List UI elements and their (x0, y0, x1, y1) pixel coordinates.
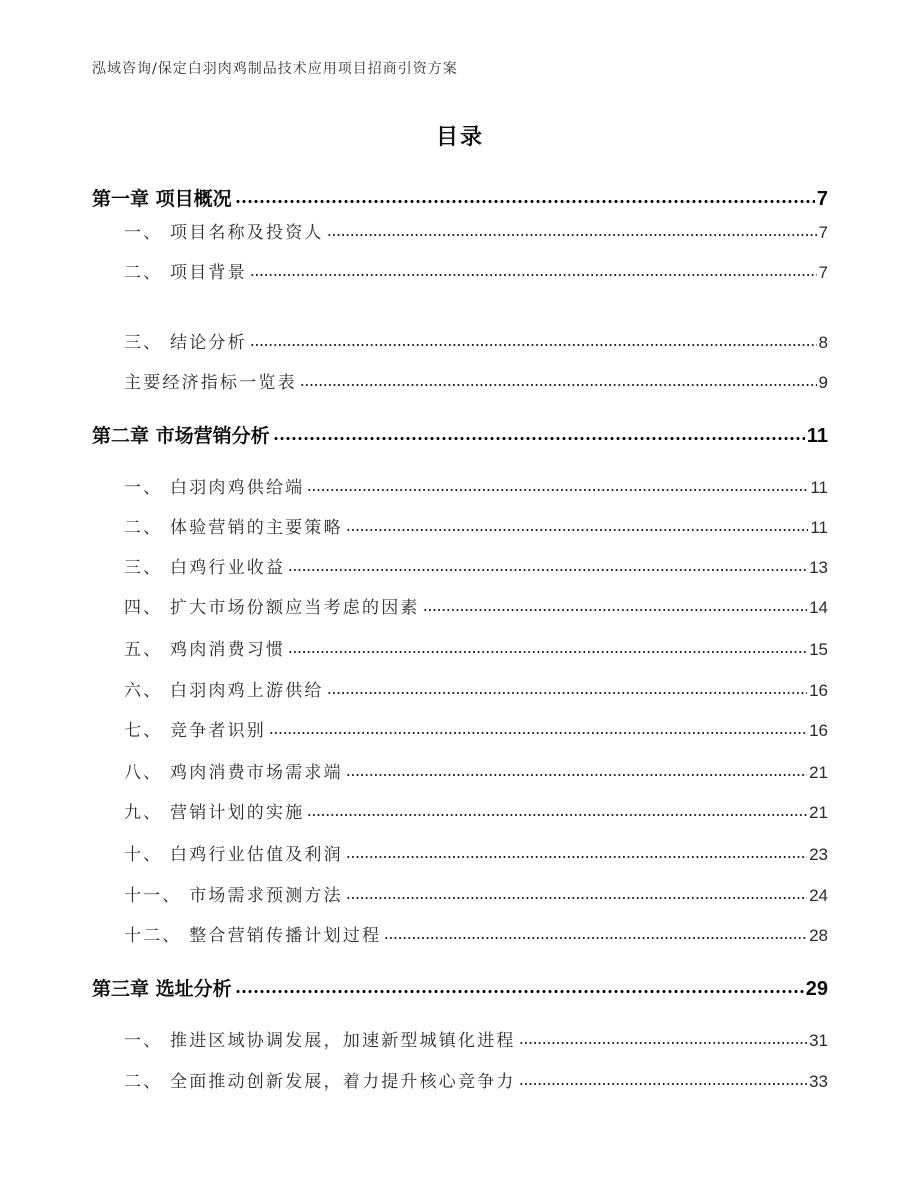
toc-entry-label: 二、 体验营销的主要策略 (124, 518, 343, 538)
toc-section-entry[interactable] (124, 884, 828, 905)
toc-entry-page-number: 21 (809, 803, 828, 822)
toc-entry-label: 二、 全面推动创新发展，着力提升核心竞争力 (124, 1072, 516, 1092)
toc-entry-page-number: 23 (809, 845, 828, 864)
toc-entry-page-number: 8 (818, 333, 828, 352)
toc-entry-label: 第三章 选址分析 (92, 978, 232, 1000)
dot-leader (273, 423, 805, 442)
toc-section-entry[interactable] (124, 556, 828, 577)
running-header: 泓域咨询/保定白羽肉鸡制品技术应用项目招商引资方案 (92, 61, 458, 77)
dot-leader (307, 476, 808, 493)
toc-entry-label: 十、 白鸡行业估值及利润 (124, 845, 343, 865)
toc-entry-page-number: 11 (810, 518, 828, 537)
dot-leader (327, 679, 807, 696)
dot-leader (519, 1070, 807, 1087)
toc-section-entry[interactable] (124, 1029, 828, 1050)
toc-entry-label: 一、 推进区域协调发展，加速新型城镇化进程 (124, 1031, 516, 1051)
toc-entry-label: 六、 白羽肉鸡上游供给 (124, 681, 324, 701)
toc-entry-label: 一、 白羽肉鸡供给端 (124, 478, 305, 498)
toc-entry-label: 七、 竞争者识别 (124, 721, 267, 741)
dot-leader (519, 1029, 807, 1046)
toc-section-entry[interactable] (124, 924, 828, 945)
toc-entry-label: 十二、 整合营销传播计划过程 (124, 926, 382, 946)
toc-entry-label: 三、 结论分析 (124, 333, 247, 353)
toc-chapter-entry[interactable] (92, 976, 828, 999)
toc-entry-page-number: 16 (809, 681, 828, 700)
toc-entry-page-number: 11 (806, 425, 828, 447)
dot-leader (346, 761, 807, 778)
toc-entry-page-number: 7 (818, 263, 828, 282)
dot-leader (250, 261, 817, 278)
toc-section-entry[interactable] (124, 596, 828, 617)
toc-entry-page-number: 7 (818, 223, 828, 242)
toc-entry-label: 二、 项目背景 (124, 263, 247, 283)
toc-entry-label: 十一、 市场需求预测方法 (124, 886, 343, 906)
toc-entry-page-number: 14 (809, 598, 828, 617)
dot-leader (346, 516, 809, 533)
toc-section-entry[interactable] (124, 679, 828, 700)
toc-entry-label: 第一章 项目概况 (92, 188, 232, 210)
dot-leader (307, 801, 807, 818)
toc-section-entry[interactable] (124, 516, 828, 537)
toc-entry-page-number: 24 (809, 886, 828, 905)
toc-entry-page-number: 21 (809, 763, 828, 782)
dot-leader (384, 924, 807, 941)
toc-entry-label: 第二章 市场营销分析 (92, 425, 270, 447)
toc-entry-page-number: 7 (816, 188, 828, 210)
toc-title: 目录 (435, 125, 484, 150)
toc-entry-page-number: 33 (809, 1072, 828, 1091)
dot-leader (346, 843, 807, 860)
dot-leader (235, 186, 815, 205)
toc-entry-page-number: 13 (809, 558, 828, 577)
dot-leader (288, 556, 807, 573)
toc-section-entry[interactable] (124, 476, 828, 497)
toc-section-entry[interactable] (124, 1070, 828, 1091)
dot-leader (346, 884, 807, 901)
toc-section-entry[interactable] (124, 638, 828, 659)
toc-section-entry[interactable] (124, 719, 828, 740)
toc-entry-label: 三、 白鸡行业收益 (124, 558, 286, 578)
toc-entry-page-number: 16 (809, 721, 828, 740)
dot-leader (327, 221, 817, 238)
toc-chapter-entry[interactable] (92, 423, 828, 446)
toc-entry-label: 一、 项目名称及投资人 (124, 223, 324, 243)
toc-section-entry[interactable] (124, 801, 828, 822)
dot-leader (269, 719, 807, 736)
toc-entry-label: 主要经济指标一览表 (124, 373, 297, 393)
toc-entry-page-number: 9 (818, 373, 828, 392)
toc-entry-page-number: 29 (805, 978, 828, 1000)
toc-entry-page-number: 28 (809, 926, 828, 945)
toc-entry-label: 九、 营销计划的实施 (124, 803, 305, 823)
toc-section-entry[interactable] (124, 261, 828, 282)
toc-entry-label: 四、 扩大市场份额应当考虑的因素 (124, 598, 420, 618)
toc-chapter-entry[interactable] (92, 186, 828, 209)
toc-entry-label: 五、 鸡肉消费习惯 (124, 640, 286, 660)
dot-leader (250, 331, 817, 348)
toc-entry-label: 八、 鸡肉消费市场需求端 (124, 763, 343, 783)
toc-section-entry[interactable] (124, 761, 828, 782)
toc-section-entry[interactable] (124, 371, 828, 392)
toc-entry-page-number: 11 (810, 478, 828, 497)
toc-section-entry[interactable] (124, 843, 828, 864)
dot-leader (423, 596, 807, 613)
toc-entry-page-number: 15 (809, 640, 828, 659)
toc-section-entry[interactable] (124, 221, 828, 242)
dot-leader (235, 976, 804, 995)
toc-entry-page-number: 31 (809, 1031, 828, 1050)
toc-section-entry[interactable] (124, 331, 828, 352)
dot-leader (300, 371, 817, 388)
dot-leader (288, 638, 807, 655)
